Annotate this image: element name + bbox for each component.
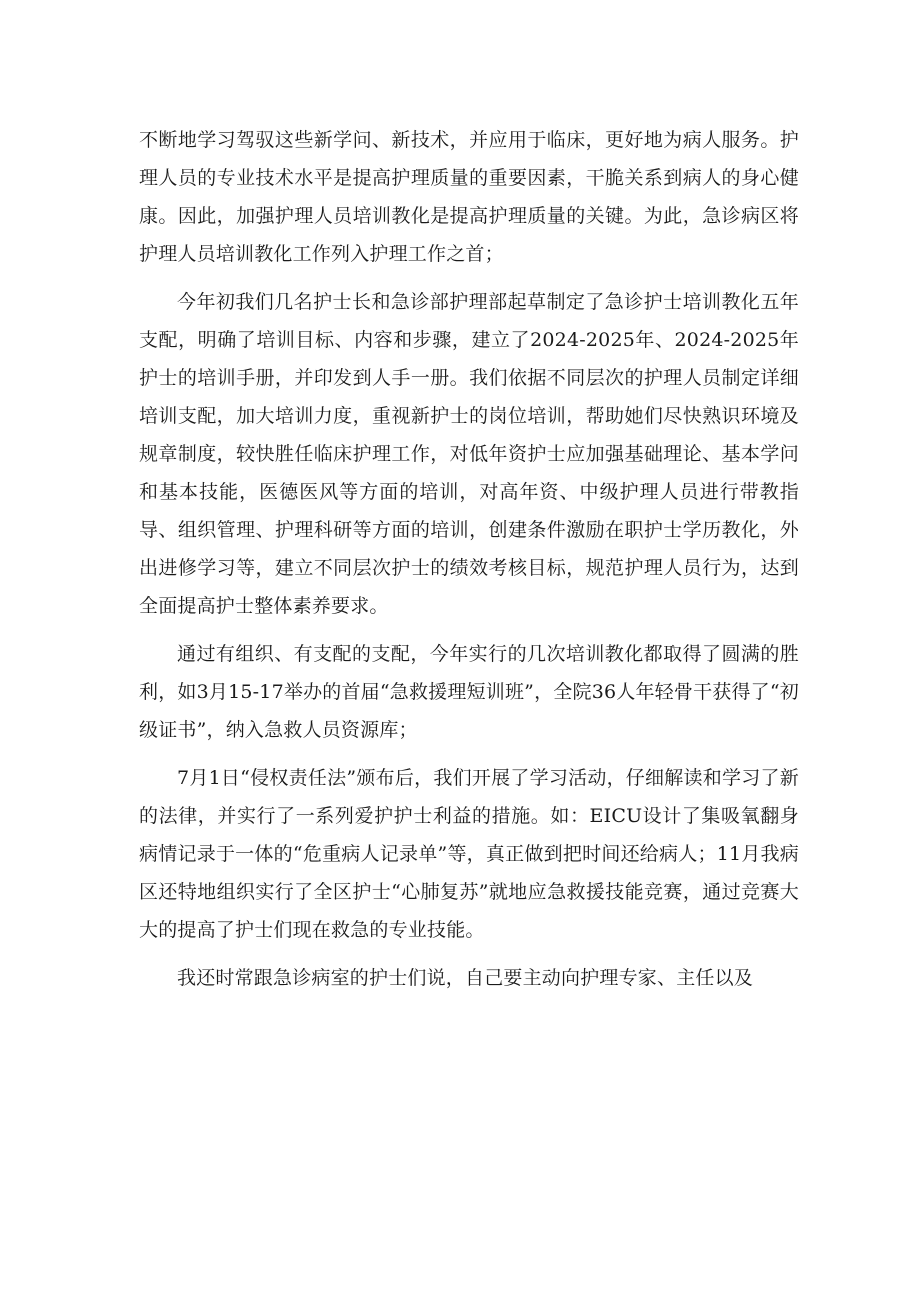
paragraph-4: 7月1日“侵权责任法”颁布后，我们开展了学习活动，仔细解读和学习了新的法律，并实行了一系列爱护护士利益的措施。如：EICU设计了集吸氧翻身病情记录于一体的“危重病人记录单”等，真正做到把时间还给病人；11月我病区还特地组织实行了全区护士“心肺复苏”就地应急救援技能竞赛，通过竞赛大大的提高了护士们现在救急的专业技能。: [139, 767, 799, 941]
paragraph-2: 今年初我们几名护士长和急诊部护理部起草制定了急诊护士培训教化五年支配，明确了培训目标、内容和步骤，建立了2024-2025年、2024-2025年护士的培训手册，并印发到人手一册。我们依据不同层次的护理人员制定详细培训支配，加大培训力度，重视新护士的岗位培训，帮助她们尽快熟识环境及规章制度，较快胜任临床护理工作，对低年资护士应加强基础理论、基本学问和基本技能，医德医风等方面的培训，对高年资、中级护理人员进行带教指导、组织管理、护理科研等方面的培训，创建条件激励在职护士学历教化，外出进修学习等，建立不同层次护士的绩效考核目标，规范护理人员行为，达到全面提高护士整体素养要求。: [139, 291, 799, 617]
document-body: [139, 121, 799, 1007]
paragraph-3: 通过有组织、有支配的支配，今年实行的几次培训教化都取得了圆满的胜利，如3月15-17举办的首届“急救援理短训班”，全院36人年轻骨干获得了“初级证书”，纳入急救人员资源库；: [139, 643, 799, 741]
paragraph-5: 我还时常跟急诊病室的护士们说，自己要主动向护理专家、主任以及: [177, 967, 754, 989]
paragraph-1: 不断地学习驾驭这些新学问、新技术，并应用于临床，更好地为病人服务。护理人员的专业技术水平是提高护理质量的重要因素，干脆关系到病人的身心健康。因此，加强护理人员培训教化是提高护理质量的关键。为此，急诊病区将护理人员培训教化工作列入护理工作之首；: [139, 129, 799, 265]
